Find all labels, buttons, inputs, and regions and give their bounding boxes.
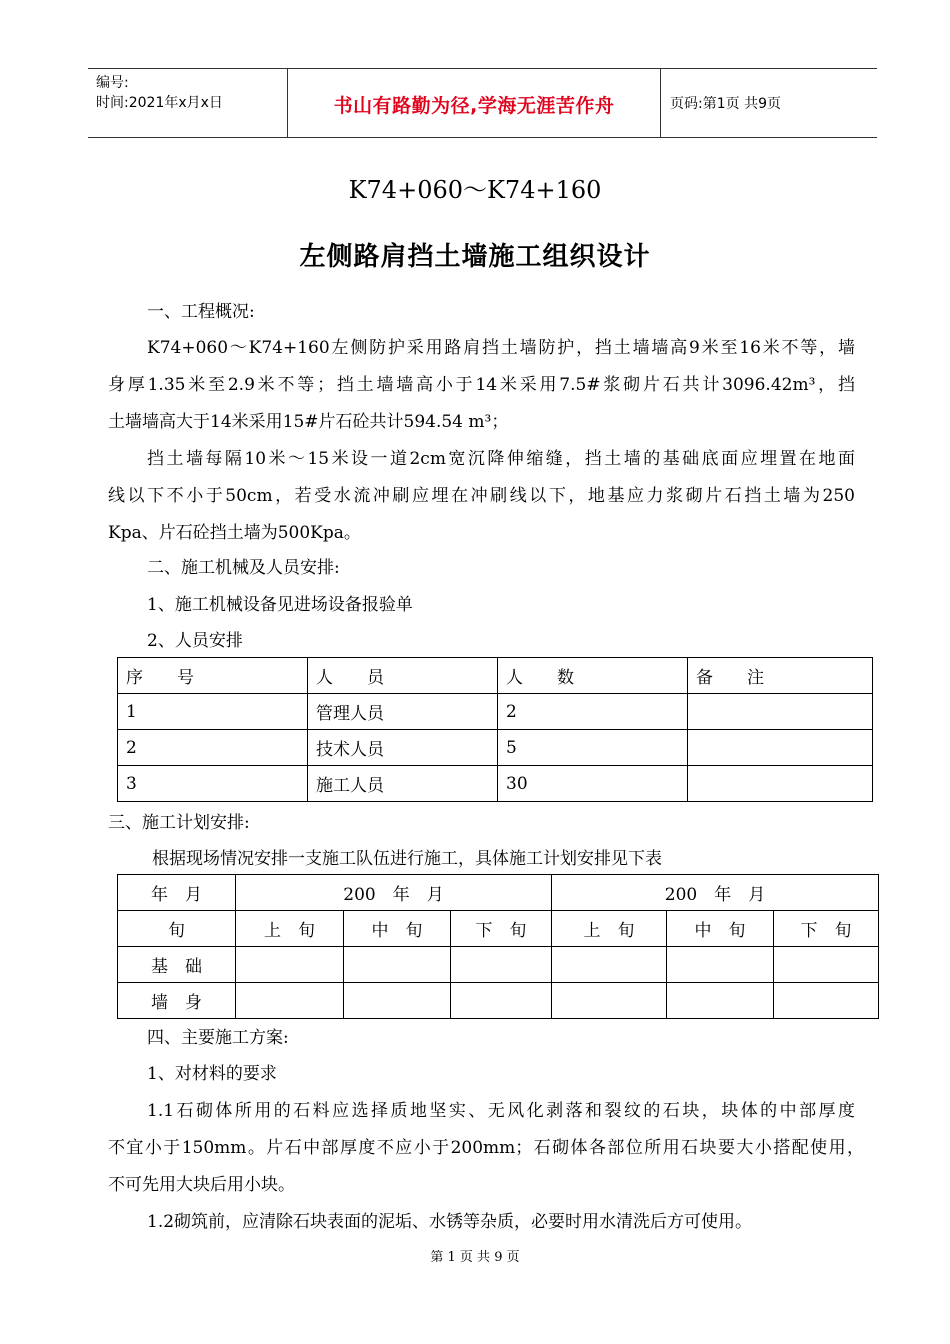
paragraph-line: Kpa、片石砼挡土墙为500Kpa。 (108, 523, 361, 543)
page-header (88, 68, 877, 138)
section-heading: 四、主要施工方案: (147, 1028, 289, 1048)
table-cell (552, 947, 667, 983)
table-row (118, 730, 873, 766)
paragraph-line: 1.1石砌体所用的石料应选择质地坚实、无风化剥落和裂纹的石块，块体的中部厚度 (147, 1101, 855, 1121)
table-cell: 2 (498, 694, 688, 730)
table-header-cell: 下 旬 (451, 911, 552, 947)
table-header-cell: 200 年 月 (236, 875, 552, 911)
table-cell: 管理人员 (308, 694, 498, 730)
table-cell (688, 694, 873, 730)
table-cell (236, 947, 344, 983)
paragraph-line: 土墙墙高大于14米采用15#片石砼共计594.54 m³； (108, 412, 509, 432)
page-footer: 第 1 页 共 9 页 (430, 1250, 520, 1265)
table-cell: 30 (498, 766, 688, 802)
table-header-cell: 中 旬 (344, 911, 451, 947)
table-header-cell: 人 员 (308, 658, 498, 694)
header-divider (660, 69, 661, 137)
table-cell (774, 983, 879, 1019)
table-cell (688, 730, 873, 766)
table-header-cell: 中 旬 (667, 911, 774, 947)
staff-table (117, 657, 873, 802)
header-motto: 书山有路勤为径,学海无涯苦作舟 (333, 95, 615, 117)
table-cell (451, 947, 552, 983)
table-header-cell: 人 数 (498, 658, 688, 694)
table-cell: 5 (498, 730, 688, 766)
table-cell (667, 983, 774, 1019)
time-label: 时间:2021年x月x日 (96, 95, 223, 111)
list-item: 2、人员安排 (147, 631, 243, 651)
paragraph-line: 挡土墙每隔10米～15米设一道2cm宽沉降伸缩缝，挡土墙的基础底面应埋置在地面 (147, 449, 855, 469)
paragraph-line: 线以下不小于50cm，若受水流冲刷应埋在冲刷线以下，地基应力浆砌片石挡土墙为250 (108, 486, 855, 506)
table-header-cell: 序 号 (118, 658, 308, 694)
paragraph-line: 1.2砌筑前，应清除石块表面的泥垢、水锈等杂质，必要时用水清洗后方可使用。 (147, 1212, 753, 1232)
table-cell (451, 983, 552, 1019)
table-row (118, 875, 879, 911)
table-row (118, 947, 879, 983)
list-item: 1、施工机械设备见进场设备报验单 (147, 595, 413, 615)
table-row (118, 694, 873, 730)
table-header-row (118, 658, 873, 694)
table-cell (344, 983, 451, 1019)
table-header-cell: 下 旬 (774, 911, 879, 947)
table-header-cell: 上 旬 (552, 911, 667, 947)
table-header-cell: 上 旬 (236, 911, 344, 947)
table-row (118, 911, 879, 947)
table-cell: 3 (118, 766, 308, 802)
section-heading: 一、工程概况: (147, 302, 255, 322)
table-cell (774, 947, 879, 983)
table-cell: 1 (118, 694, 308, 730)
paragraph-line: K74+060～K74+160左侧防护采用路肩挡土墙防护，挡土墙墙高9米至16米不等，墙 (147, 338, 855, 358)
table-cell (344, 947, 451, 983)
table-row-label: 基 础 (118, 947, 236, 983)
table-row (118, 766, 873, 802)
doc-title-line1: K74+060～K74+160 (348, 176, 602, 204)
table-header-cell: 年 月 (118, 875, 236, 911)
paragraph-line: 不可先用大块后用小块。 (108, 1175, 295, 1195)
header-page-label: 页码:第1页 共9页 (670, 96, 781, 112)
header-meta (96, 73, 223, 113)
table-row-label: 墙 身 (118, 983, 236, 1019)
table-cell: 施工人员 (308, 766, 498, 802)
table-row (118, 983, 879, 1019)
paragraph-line: 身厚1.35米至2.9米不等；挡土墙墙高小于14米采用7.5#浆砌片石共计3096.42m³，挡 (108, 375, 855, 395)
table-cell (236, 983, 344, 1019)
doc-title-line2: 左侧路肩挡土墙施工组织设计 (299, 242, 651, 272)
section-heading: 二、施工机械及人员安排: (147, 558, 340, 578)
paragraph-line: 不宜小于150mm。片石中部厚度不应小于200mm；石砌体各部位所用石块要大小搭配使用， (108, 1138, 864, 1158)
table-header-cell: 旬 (118, 911, 236, 947)
section-heading: 三、施工计划安排: (108, 813, 250, 833)
schedule-table (117, 874, 879, 1019)
table-cell (688, 766, 873, 802)
table-cell: 2 (118, 730, 308, 766)
table-cell: 技术人员 (308, 730, 498, 766)
paragraph-line: 根据现场情况安排一支施工队伍进行施工，具体施工计划安排见下表 (152, 849, 662, 869)
number-label: 编号: (96, 75, 129, 91)
table-header-cell: 备 注 (688, 658, 873, 694)
table-cell (552, 983, 667, 1019)
table-cell (667, 947, 774, 983)
table-header-cell: 200 年 月 (552, 875, 879, 911)
list-item: 1、对材料的要求 (147, 1064, 277, 1084)
